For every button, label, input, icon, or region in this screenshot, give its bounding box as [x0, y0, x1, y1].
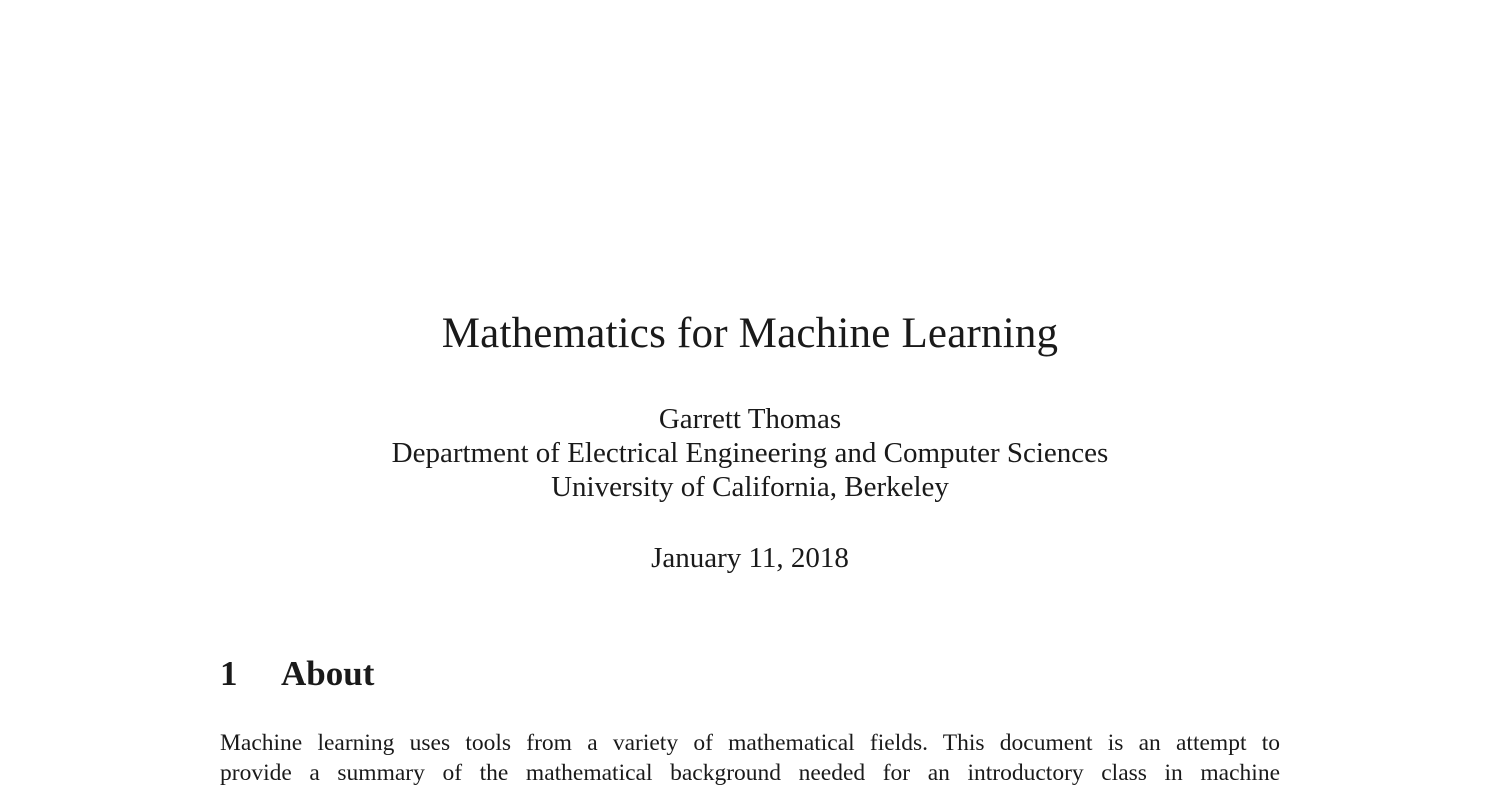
paper-title: Mathematics for Machine Learning	[0, 308, 1500, 360]
author-block	[0, 402, 1500, 504]
body-line-2: provide a summary of the mathematical background needed for an introductory class in machine	[220, 759, 1280, 788]
body-line-1: Machine learning uses tools from a variety of mathematical fields. This document is an attempt to	[220, 729, 1280, 759]
paper-date: January 11, 2018	[0, 541, 1500, 575]
section-title: About	[281, 654, 374, 693]
section-heading	[220, 653, 374, 695]
section-number: 1	[220, 653, 281, 695]
section-body	[220, 729, 1280, 788]
author-name: Garrett Thomas	[0, 402, 1500, 436]
author-university: University of California, Berkeley	[0, 470, 1500, 504]
author-department: Department of Electrical Engineering and Computer Sciences	[0, 436, 1500, 470]
